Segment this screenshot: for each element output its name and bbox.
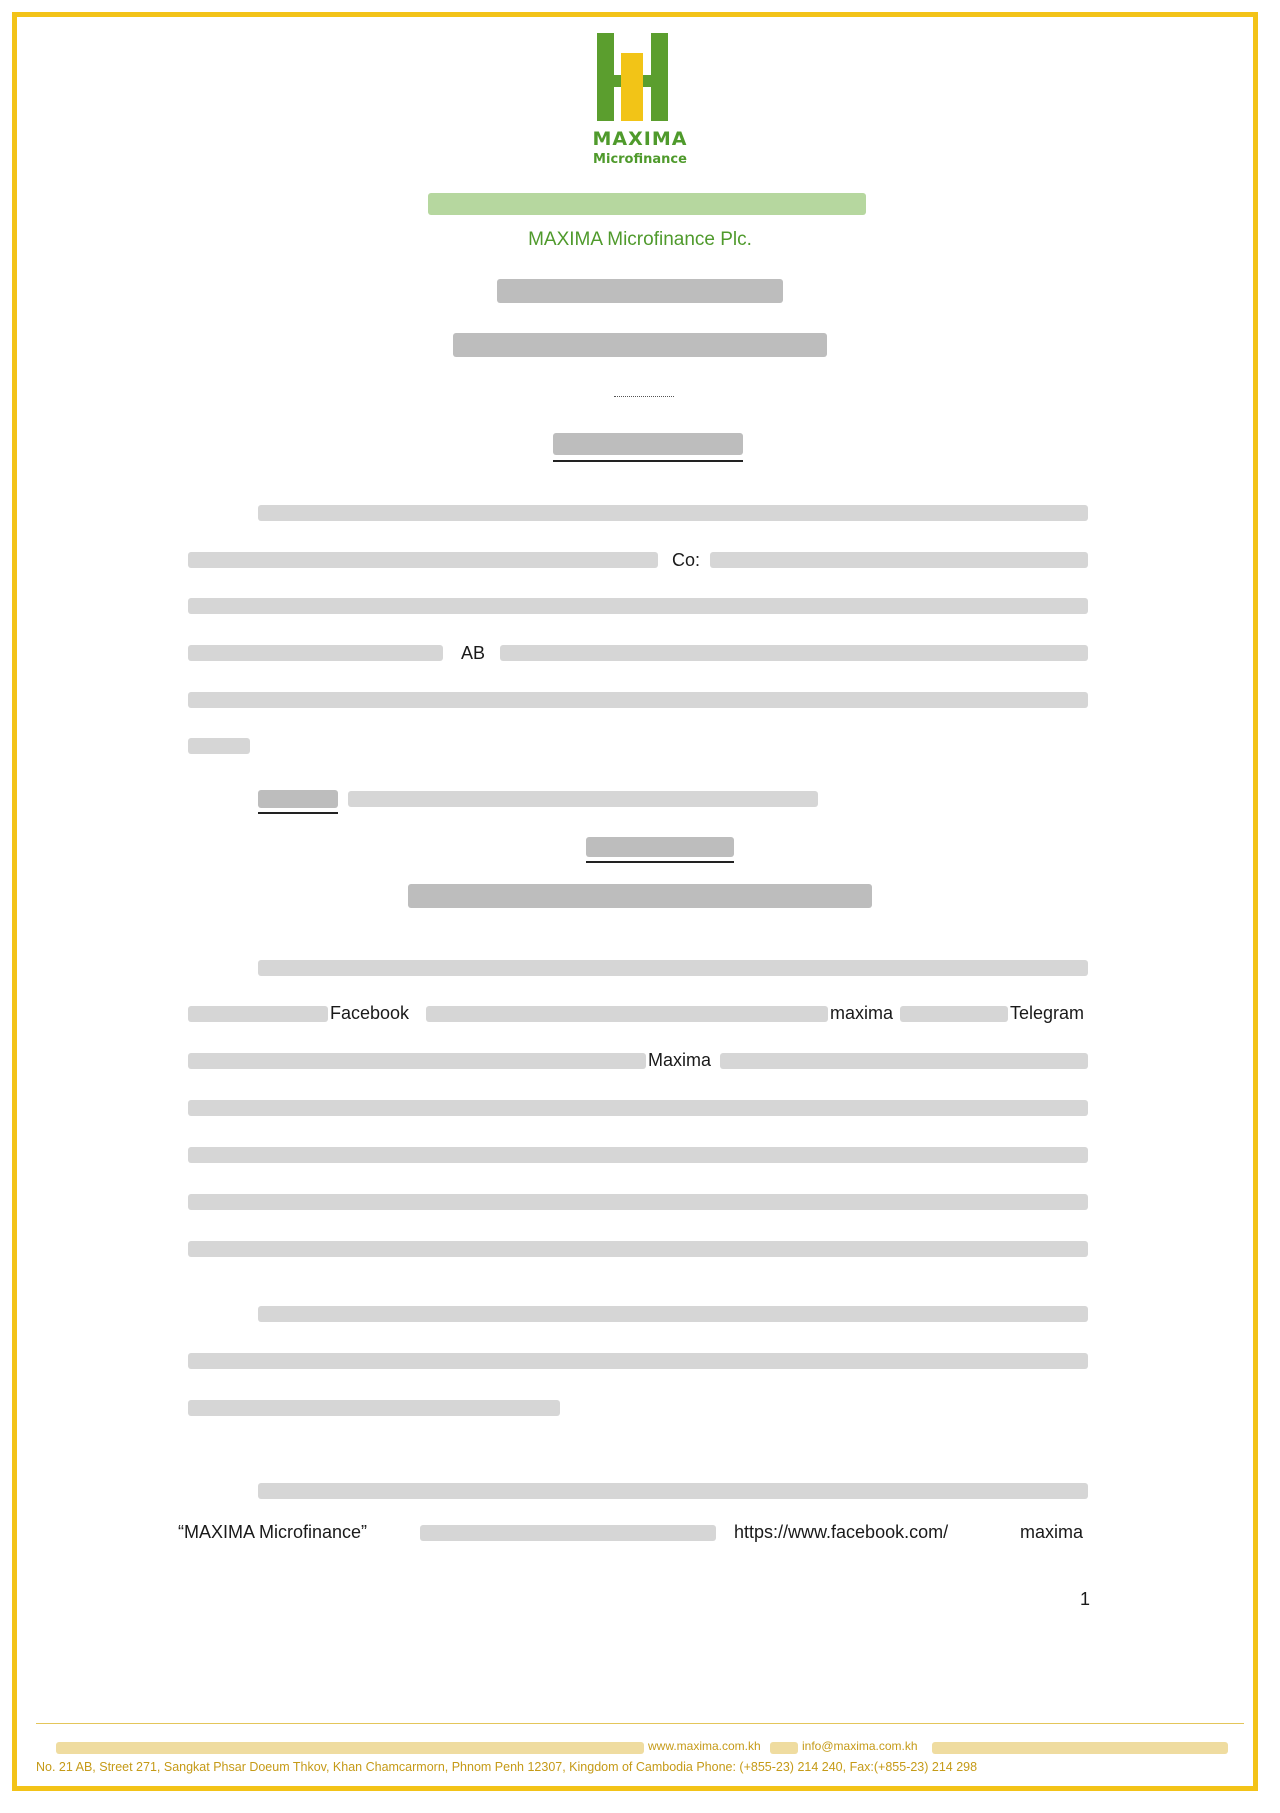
page-number: 1	[1080, 1589, 1091, 1609]
brand-telegram: Telegram	[1010, 1003, 1085, 1023]
para1-registration-code: Co:	[672, 550, 701, 570]
recipient-public-and-leaders	[408, 884, 872, 908]
para1-line2a	[188, 552, 658, 568]
para3-line1	[258, 1306, 1088, 1322]
para2-line3a	[188, 1053, 646, 1069]
reference-label	[258, 790, 338, 808]
para2-line4	[188, 1100, 1088, 1116]
para2-line2a	[188, 1006, 328, 1022]
para3-line2	[188, 1353, 1088, 1369]
para2-line7	[188, 1241, 1088, 1257]
logo-subtitle: Microfinance	[593, 152, 687, 167]
reference-label-underline	[258, 812, 338, 814]
para2-line2b	[426, 1006, 828, 1022]
recipient-heading	[586, 837, 734, 857]
para2-line3b	[720, 1053, 1088, 1069]
footer-website: www.maxima.com.kh	[648, 1739, 761, 1753]
para1-line5	[188, 692, 1088, 708]
para2-line6	[188, 1194, 1088, 1210]
para1-line4a	[188, 645, 443, 661]
brand-maxima-1: maxima	[830, 1003, 894, 1023]
logo-wordmark: MAXIMA	[592, 128, 688, 150]
closing-line1	[258, 1483, 1088, 1499]
kingdom-title	[497, 279, 783, 303]
para2-line5	[188, 1147, 1088, 1163]
closing-quoted-name: “MAXIMA Microfinance”	[178, 1522, 368, 1542]
khmer-institution-name	[428, 193, 866, 215]
para2-line2c	[900, 1006, 1008, 1022]
nation-religion-king-motto	[453, 333, 827, 357]
maxima-logo-icon	[597, 33, 668, 121]
para1-office-number: AB	[461, 643, 486, 663]
brand-maxima-2: Maxima	[648, 1050, 712, 1070]
para1-line3	[188, 598, 1088, 614]
footer-rule	[36, 1723, 1244, 1724]
para1-line1	[258, 505, 1088, 521]
company-latin-name: MAXIMA Microfinance Plc.	[528, 229, 752, 250]
footer-email: info@maxima.com.kh	[802, 1739, 918, 1753]
para3-line3	[188, 1400, 560, 1416]
para1-line4b	[500, 645, 1088, 661]
ornament-divider	[614, 396, 674, 397]
footer-khmer-address	[56, 1742, 644, 1754]
footer-khmer-email-label	[770, 1742, 798, 1754]
closing-facebook-url: https://www.facebook.com/	[734, 1522, 949, 1542]
para1-line6	[188, 738, 250, 754]
footer-khmer-phone	[932, 1742, 1228, 1754]
closing-line2-middle	[420, 1525, 716, 1541]
recipient-heading-underline	[586, 861, 734, 863]
brand-facebook: Facebook	[330, 1003, 410, 1023]
reference-text	[348, 791, 818, 807]
notice-title	[553, 433, 743, 455]
para2-line1	[258, 960, 1088, 976]
closing-url-tail: maxima	[1020, 1522, 1084, 1542]
footer-address-line: No. 21 AB, Street 271, Sangkat Phsar Doeum Thkov, Khan Chamcarmorn, Phnom Penh 12307, Kingdom of Cambodia Phone: (+855-23) 214 240, Fax:(+855-23) 214 298	[36, 1760, 978, 1774]
notice-title-underline	[553, 460, 743, 462]
para1-line2b	[710, 552, 1088, 568]
